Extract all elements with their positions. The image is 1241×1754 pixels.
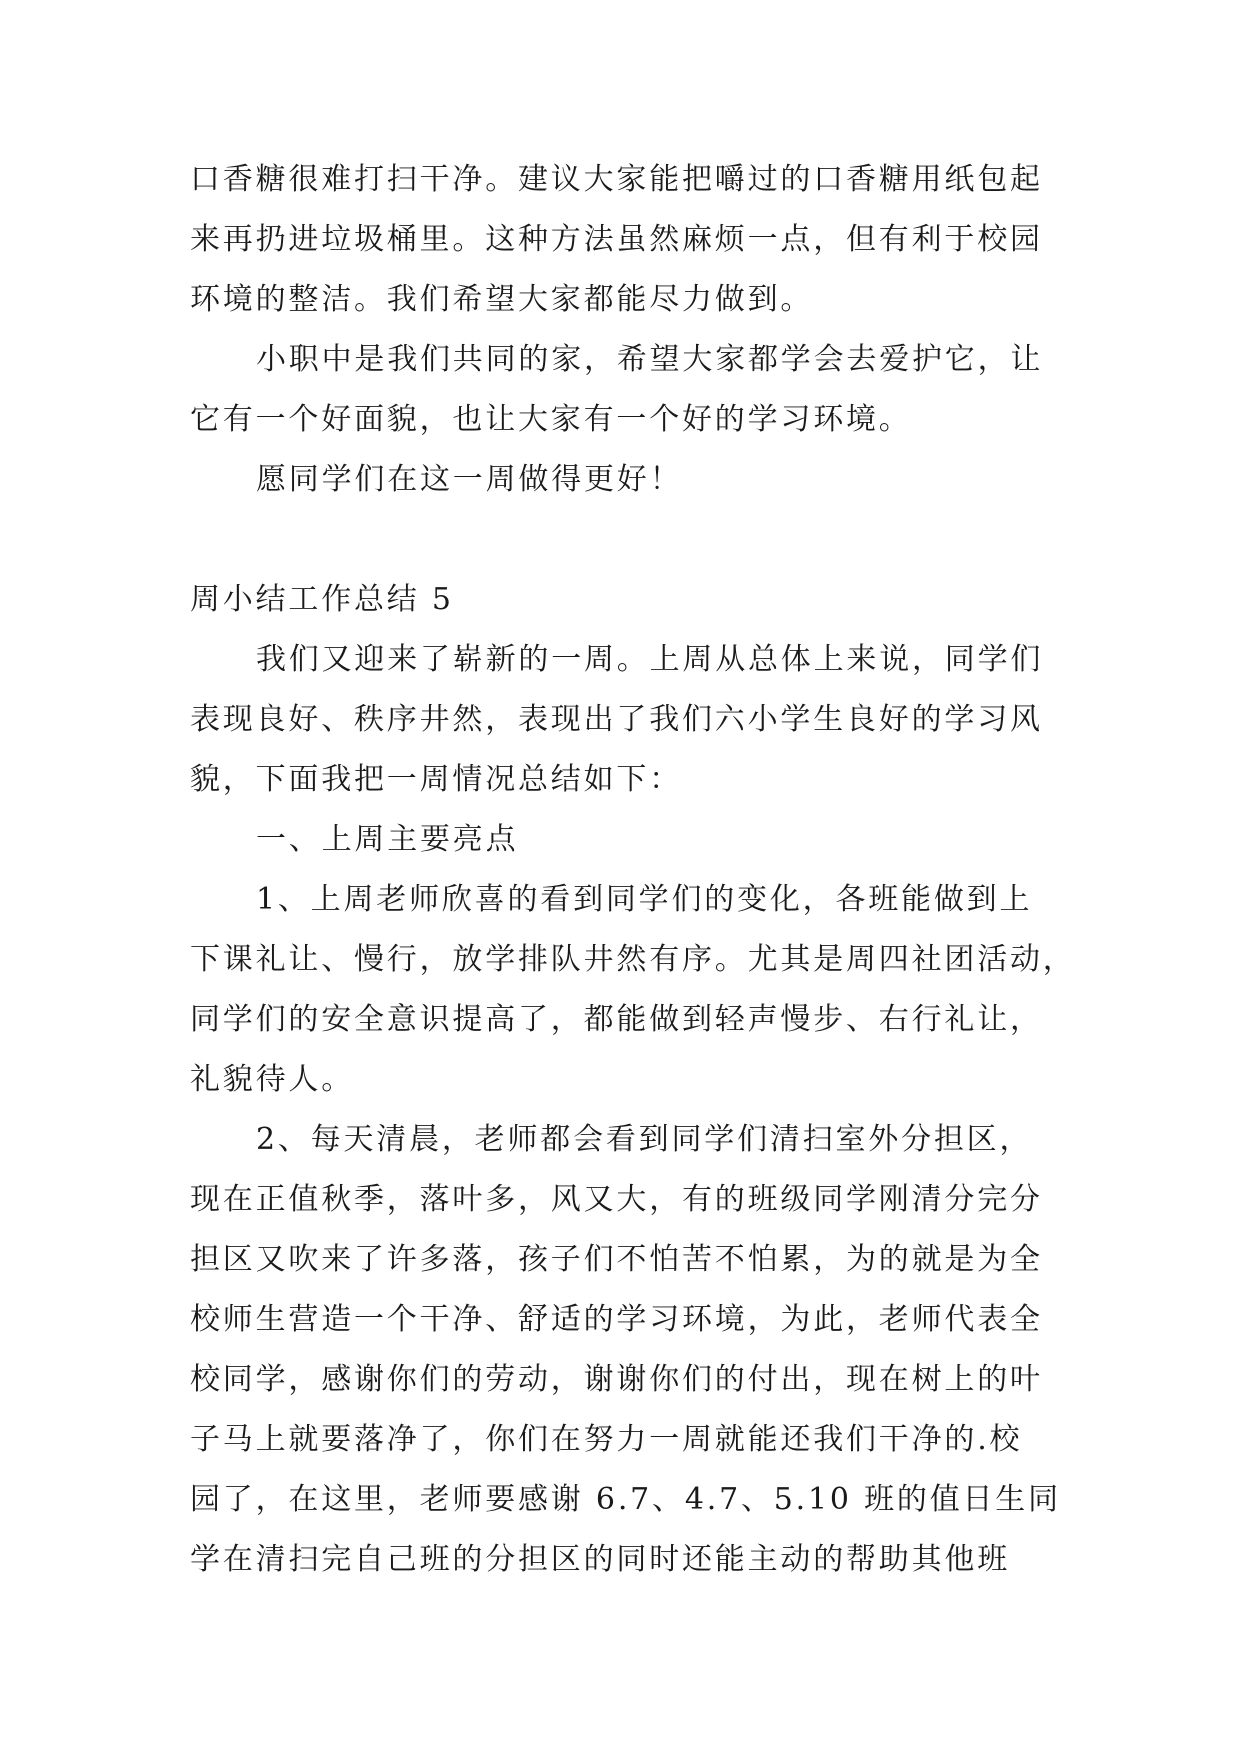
section-paragraph-item-2 bbox=[190, 1110, 1061, 1590]
text-line: 表现良好、秩序井然，表现出了我们六小学生良好的学习风 bbox=[190, 702, 1043, 737]
text-line: 学在清扫完自己班的分担区的同时还能主动的帮助其他班 bbox=[190, 1542, 1010, 1577]
section-heading-highlights bbox=[190, 810, 1055, 870]
text-line: 小职中是我们共同的家，希望大家都学会去爱护它，让 bbox=[256, 342, 1044, 377]
section-title: 周小结工作总结 5 bbox=[190, 582, 454, 617]
text-line: 现在正值秋季，落叶多，风又大，有的班级同学刚清分完分 bbox=[190, 1182, 1043, 1217]
section-paragraph-item-1 bbox=[190, 870, 1076, 1110]
text-line: 一、上周主要亮点 bbox=[256, 822, 519, 857]
text-line: 愿同学们在这一周做得更好！ bbox=[256, 462, 683, 497]
text-line: 同学们的安全意识提高了，都能做到轻声慢步、右行礼让， bbox=[190, 1002, 1043, 1037]
text-line: 来再扔进垃圾桶里。这种方法虽然麻烦一点，但有利于校园 bbox=[190, 222, 1043, 257]
text-line: 环境的整洁。我们希望大家都能尽力做到。 bbox=[190, 282, 814, 317]
text-line: 园了，在这里，老师要感谢 6.7、4.7、5.10 班的值日生同 bbox=[190, 1482, 1061, 1517]
paragraph-2 bbox=[190, 330, 1055, 450]
text-line: 担区又吹来了许多落，孩子们不怕苦不怕累，为的就是为全 bbox=[190, 1242, 1043, 1277]
section-paragraph-1 bbox=[190, 630, 1055, 810]
text-line: 口香糖很难打扫干净。建议大家能把嚼过的口香糖用纸包起 bbox=[190, 162, 1043, 197]
text-line: 貌，下面我把一周情况总结如下： bbox=[190, 762, 682, 797]
text-line: 1、上周老师欣喜的看到同学们的变化，各班能做到上 bbox=[256, 882, 1033, 917]
text-line: 我们又迎来了崭新的一周。上周从总体上来说，同学们 bbox=[256, 642, 1044, 677]
text-line: 下课礼让、慢行，放学排队井然有序。尤其是周四社团活动， bbox=[190, 942, 1076, 977]
document-page bbox=[190, 150, 1076, 1590]
paragraph-3 bbox=[190, 450, 1055, 510]
section-gap bbox=[190, 510, 1055, 570]
text-line: 2、每天清晨，老师都会看到同学们清扫室外分担区， bbox=[256, 1122, 1033, 1157]
text-line: 子马上就要落净了，你们在努力一周就能还我们干净的.校 bbox=[190, 1422, 1023, 1457]
text-line: 校同学，感谢你们的劳动，谢谢你们的付出，现在树上的叶 bbox=[190, 1362, 1043, 1397]
text-line: 它有一个好面貌，也让大家有一个好的学习环境。 bbox=[190, 402, 912, 437]
text-line: 礼貌待人。 bbox=[190, 1062, 354, 1097]
text-line: 校师生营造一个干净、舒适的学习环境，为此，老师代表全 bbox=[190, 1302, 1043, 1337]
paragraph-1 bbox=[190, 150, 1055, 330]
